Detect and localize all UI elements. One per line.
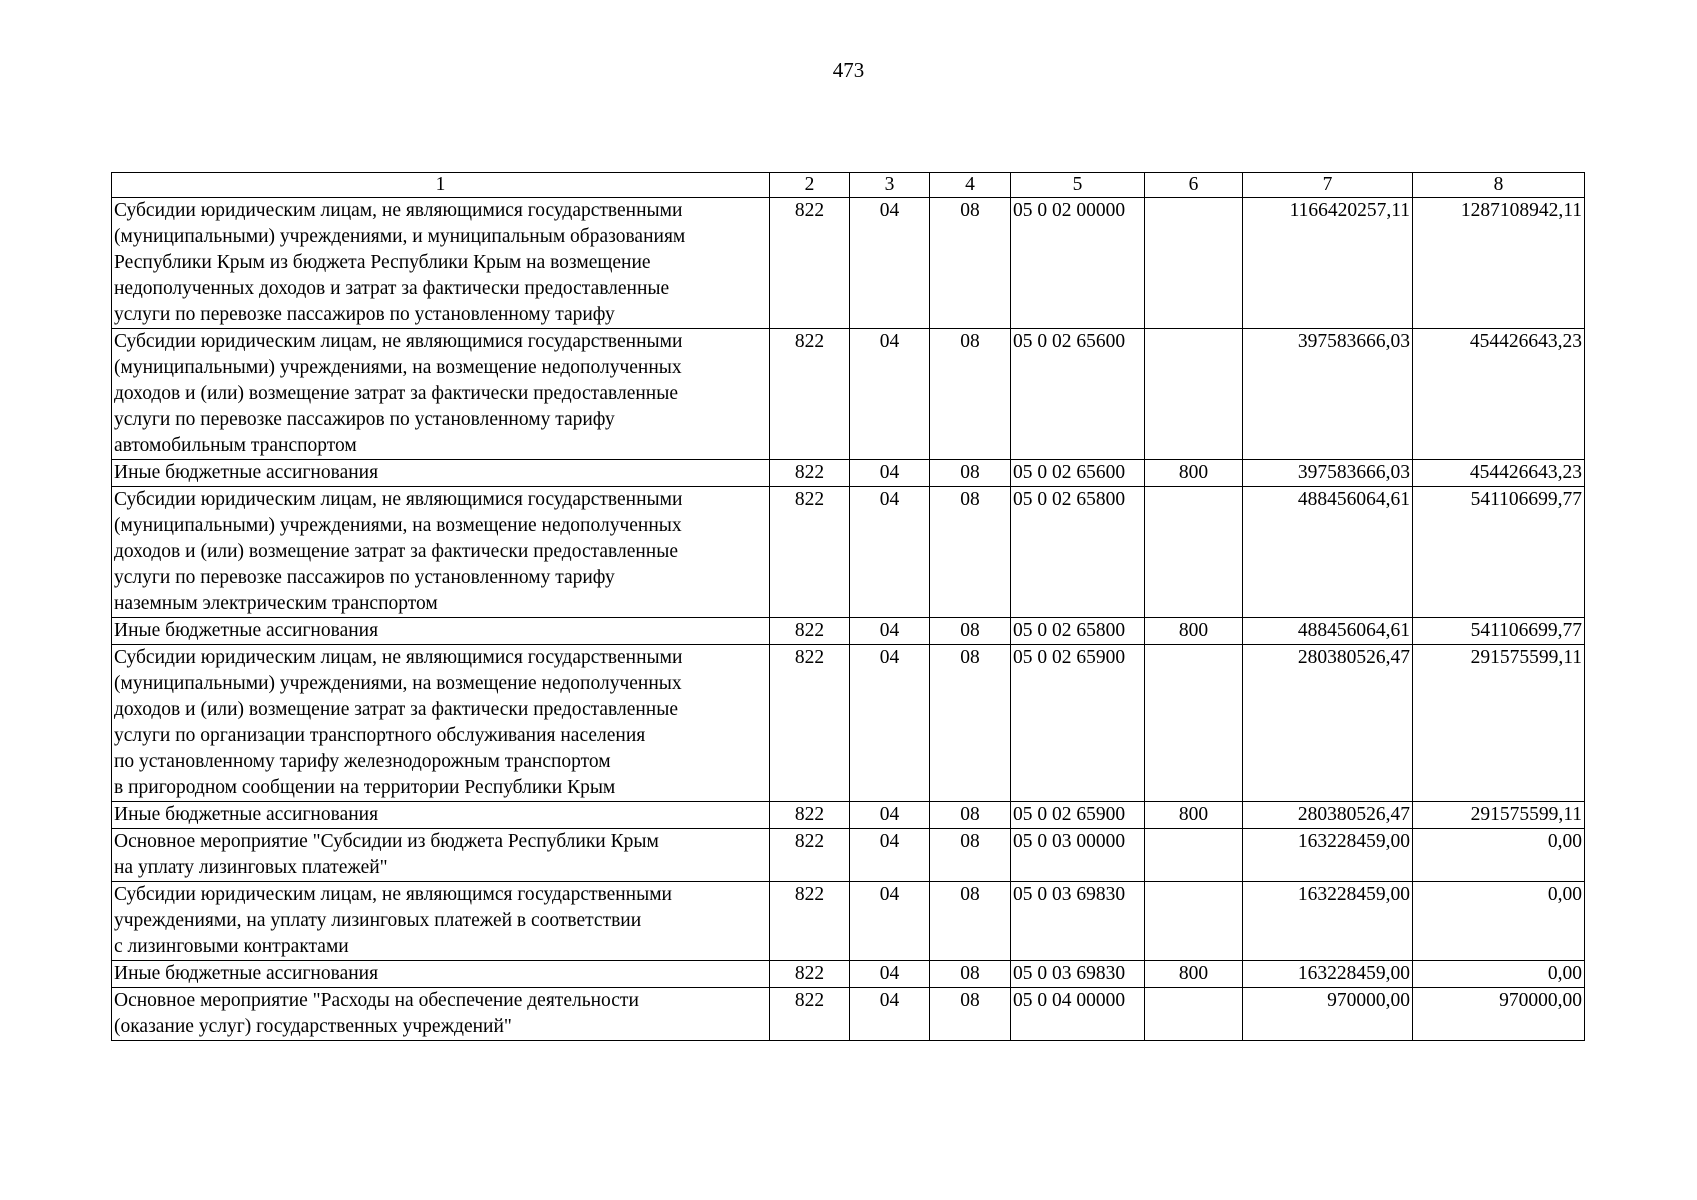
table-row [112, 802, 1585, 829]
admin-code-cell: 822 [770, 487, 850, 618]
description-line: Иные бюджетные ассигнования [114, 804, 379, 825]
row-description [112, 645, 770, 802]
target-article-cell: 05 0 02 65900 [1011, 802, 1145, 829]
target-article-cell: 05 0 03 69830 [1011, 961, 1145, 988]
subsection-code-cell: 08 [930, 460, 1011, 487]
admin-code-cell: 822 [770, 829, 850, 882]
section-code-cell: 04 [850, 329, 930, 460]
expense-type-cell [1145, 198, 1243, 329]
column-header: 2 [770, 173, 850, 198]
amount-cell-col7: 488456064,61 [1243, 487, 1413, 618]
description-line: (оказание услуг) государственных учреждений" [114, 1016, 512, 1037]
table-row [112, 645, 1585, 802]
subsection-code-cell: 08 [930, 829, 1011, 882]
description-line: Иные бюджетные ассигнования [114, 620, 379, 641]
description-line: доходов и (или) возмещение затрат за фактически предоставленные [114, 541, 678, 562]
subsection-code-cell: 08 [930, 882, 1011, 961]
admin-code-cell: 822 [770, 961, 850, 988]
amount-cell-col7: 488456064,61 [1243, 618, 1413, 645]
amount-cell-col8: 291575599,11 [1413, 645, 1585, 802]
amount-cell-col8: 0,00 [1413, 829, 1585, 882]
admin-code-cell: 822 [770, 329, 850, 460]
admin-code-cell: 822 [770, 645, 850, 802]
admin-code-cell: 822 [770, 988, 850, 1041]
section-code-cell: 04 [850, 988, 930, 1041]
subsection-code-cell: 08 [930, 618, 1011, 645]
subsection-code-cell: 08 [930, 645, 1011, 802]
description-line: Иные бюджетные ассигнования [114, 963, 379, 984]
table-row [112, 329, 1585, 460]
subsection-code-cell: 08 [930, 198, 1011, 329]
column-header: 3 [850, 173, 930, 198]
table-row [112, 829, 1585, 882]
amount-cell-col8: 541106699,77 [1413, 618, 1585, 645]
column-header: 7 [1243, 173, 1413, 198]
admin-code-cell: 822 [770, 198, 850, 329]
target-article-cell: 05 0 02 65800 [1011, 618, 1145, 645]
description-line: Субсидии юридическим лицам, не являющимися государственными [114, 200, 683, 221]
section-code-cell: 04 [850, 198, 930, 329]
table-row [112, 988, 1585, 1041]
description-line: Основное мероприятие "Расходы на обеспечение деятельности [114, 990, 639, 1011]
section-code-cell: 04 [850, 645, 930, 802]
column-header: 8 [1413, 173, 1585, 198]
amount-cell-col7: 397583666,03 [1243, 460, 1413, 487]
section-code-cell: 04 [850, 618, 930, 645]
description-line: доходов и (или) возмещение затрат за фактически предоставленные [114, 699, 678, 720]
target-article-cell: 05 0 03 69830 [1011, 882, 1145, 961]
expense-type-cell [1145, 829, 1243, 882]
column-header: 1 [112, 173, 770, 198]
expense-type-cell [1145, 487, 1243, 618]
amount-cell-col8: 291575599,11 [1413, 802, 1585, 829]
amount-cell-col7: 970000,00 [1243, 988, 1413, 1041]
admin-code-cell: 822 [770, 882, 850, 961]
row-description [112, 460, 770, 487]
amount-cell-col8: 1287108942,11 [1413, 198, 1585, 329]
table-body [112, 198, 1585, 1041]
budget-table [111, 172, 1585, 1041]
description-line: (муниципальными) учреждениями, и муниципальным образованиям [114, 226, 686, 247]
amount-cell-col7: 397583666,03 [1243, 329, 1413, 460]
description-line: автомобильным транспортом [114, 435, 357, 456]
description-line: наземным электрическим транспортом [114, 593, 438, 614]
expense-type-cell [1145, 329, 1243, 460]
amount-cell-col7: 163228459,00 [1243, 829, 1413, 882]
section-code-cell: 04 [850, 802, 930, 829]
admin-code-cell: 822 [770, 460, 850, 487]
target-article-cell: 05 0 02 65800 [1011, 487, 1145, 618]
table-row [112, 198, 1585, 329]
target-article-cell: 05 0 04 00000 [1011, 988, 1145, 1041]
description-line: Субсидии юридическим лицам, не являющимися государственными [114, 489, 683, 510]
target-article-cell: 05 0 02 65600 [1011, 460, 1145, 487]
amount-cell-col8: 0,00 [1413, 961, 1585, 988]
description-line: учреждениями, на уплату лизинговых платежей в соответствии [114, 910, 642, 931]
amount-cell-col8: 454426643,23 [1413, 329, 1585, 460]
section-code-cell: 04 [850, 829, 930, 882]
description-line: недополученных доходов и затрат за фактически предоставленные [114, 278, 670, 299]
description-line: Субсидии юридическим лицам, не являющимися государственными [114, 331, 683, 352]
table-row [112, 882, 1585, 961]
section-code-cell: 04 [850, 487, 930, 618]
subsection-code-cell: 08 [930, 802, 1011, 829]
admin-code-cell: 822 [770, 618, 850, 645]
target-article-cell: 05 0 03 00000 [1011, 829, 1145, 882]
row-description [112, 198, 770, 329]
section-code-cell: 04 [850, 961, 930, 988]
description-line: Основное мероприятие "Субсидии из бюджета Республики Крым [114, 831, 659, 852]
table-row [112, 487, 1585, 618]
description-line: (муниципальными) учреждениями, на возмещение недополученных [114, 515, 682, 536]
expense-type-cell: 800 [1145, 618, 1243, 645]
header-row [112, 173, 1585, 198]
table-row [112, 460, 1585, 487]
description-line: услуги по перевозке пассажиров по установленному тарифу [114, 409, 615, 430]
table-row [112, 618, 1585, 645]
description-line: Субсидии юридическим лицам, не являющимися государственными [114, 647, 683, 668]
description-line: Иные бюджетные ассигнования [114, 462, 379, 483]
target-article-cell: 05 0 02 65900 [1011, 645, 1145, 802]
row-description [112, 829, 770, 882]
row-description [112, 618, 770, 645]
target-article-cell: 05 0 02 65600 [1011, 329, 1145, 460]
amount-cell-col8: 454426643,23 [1413, 460, 1585, 487]
subsection-code-cell: 08 [930, 961, 1011, 988]
description-line: доходов и (или) возмещение затрат за фактически предоставленные [114, 383, 678, 404]
row-description [112, 802, 770, 829]
row-description [112, 988, 770, 1041]
amount-cell-col7: 280380526,47 [1243, 645, 1413, 802]
description-line: на уплату лизинговых платежей" [114, 857, 388, 878]
description-line: Республики Крым из бюджета Республики Крым на возмещение [114, 252, 651, 273]
description-line: по установленному тарифу железнодорожным транспортом [114, 751, 611, 772]
expense-type-cell [1145, 645, 1243, 802]
description-line: услуги по организации транспортного обслуживания населения [114, 725, 646, 746]
row-description [112, 329, 770, 460]
row-description [112, 961, 770, 988]
description-line: в пригородном сообщении на территории Республики Крым [114, 777, 616, 798]
amount-cell-col7: 163228459,00 [1243, 882, 1413, 961]
page-number: 473 [832, 58, 865, 82]
description-line: услуги по перевозке пассажиров по установленному тарифу [114, 304, 615, 325]
section-code-cell: 04 [850, 460, 930, 487]
table-row [112, 961, 1585, 988]
expense-type-cell: 800 [1145, 802, 1243, 829]
amount-cell-col8: 0,00 [1413, 882, 1585, 961]
amount-cell-col8: 970000,00 [1413, 988, 1585, 1041]
column-header: 6 [1145, 173, 1243, 198]
row-description [112, 882, 770, 961]
expense-type-cell [1145, 988, 1243, 1041]
description-line: с лизинговыми контрактами [114, 936, 349, 957]
description-line: услуги по перевозке пассажиров по установленному тарифу [114, 567, 615, 588]
description-line: (муниципальными) учреждениями, на возмещение недополученных [114, 357, 682, 378]
expense-type-cell [1145, 882, 1243, 961]
column-header: 5 [1011, 173, 1145, 198]
amount-cell-col8: 541106699,77 [1413, 487, 1585, 618]
subsection-code-cell: 08 [930, 487, 1011, 618]
admin-code-cell: 822 [770, 802, 850, 829]
column-header: 4 [930, 173, 1011, 198]
target-article-cell: 05 0 02 00000 [1011, 198, 1145, 329]
expense-type-cell: 800 [1145, 961, 1243, 988]
description-line: (муниципальными) учреждениями, на возмещение недополученных [114, 673, 682, 694]
amount-cell-col7: 163228459,00 [1243, 961, 1413, 988]
amount-cell-col7: 280380526,47 [1243, 802, 1413, 829]
description-line: Субсидии юридическим лицам, не являющимся государственными [114, 884, 672, 905]
subsection-code-cell: 08 [930, 329, 1011, 460]
section-code-cell: 04 [850, 882, 930, 961]
subsection-code-cell: 08 [930, 988, 1011, 1041]
row-description [112, 487, 770, 618]
expense-type-cell: 800 [1145, 460, 1243, 487]
amount-cell-col7: 1166420257,11 [1243, 198, 1413, 329]
